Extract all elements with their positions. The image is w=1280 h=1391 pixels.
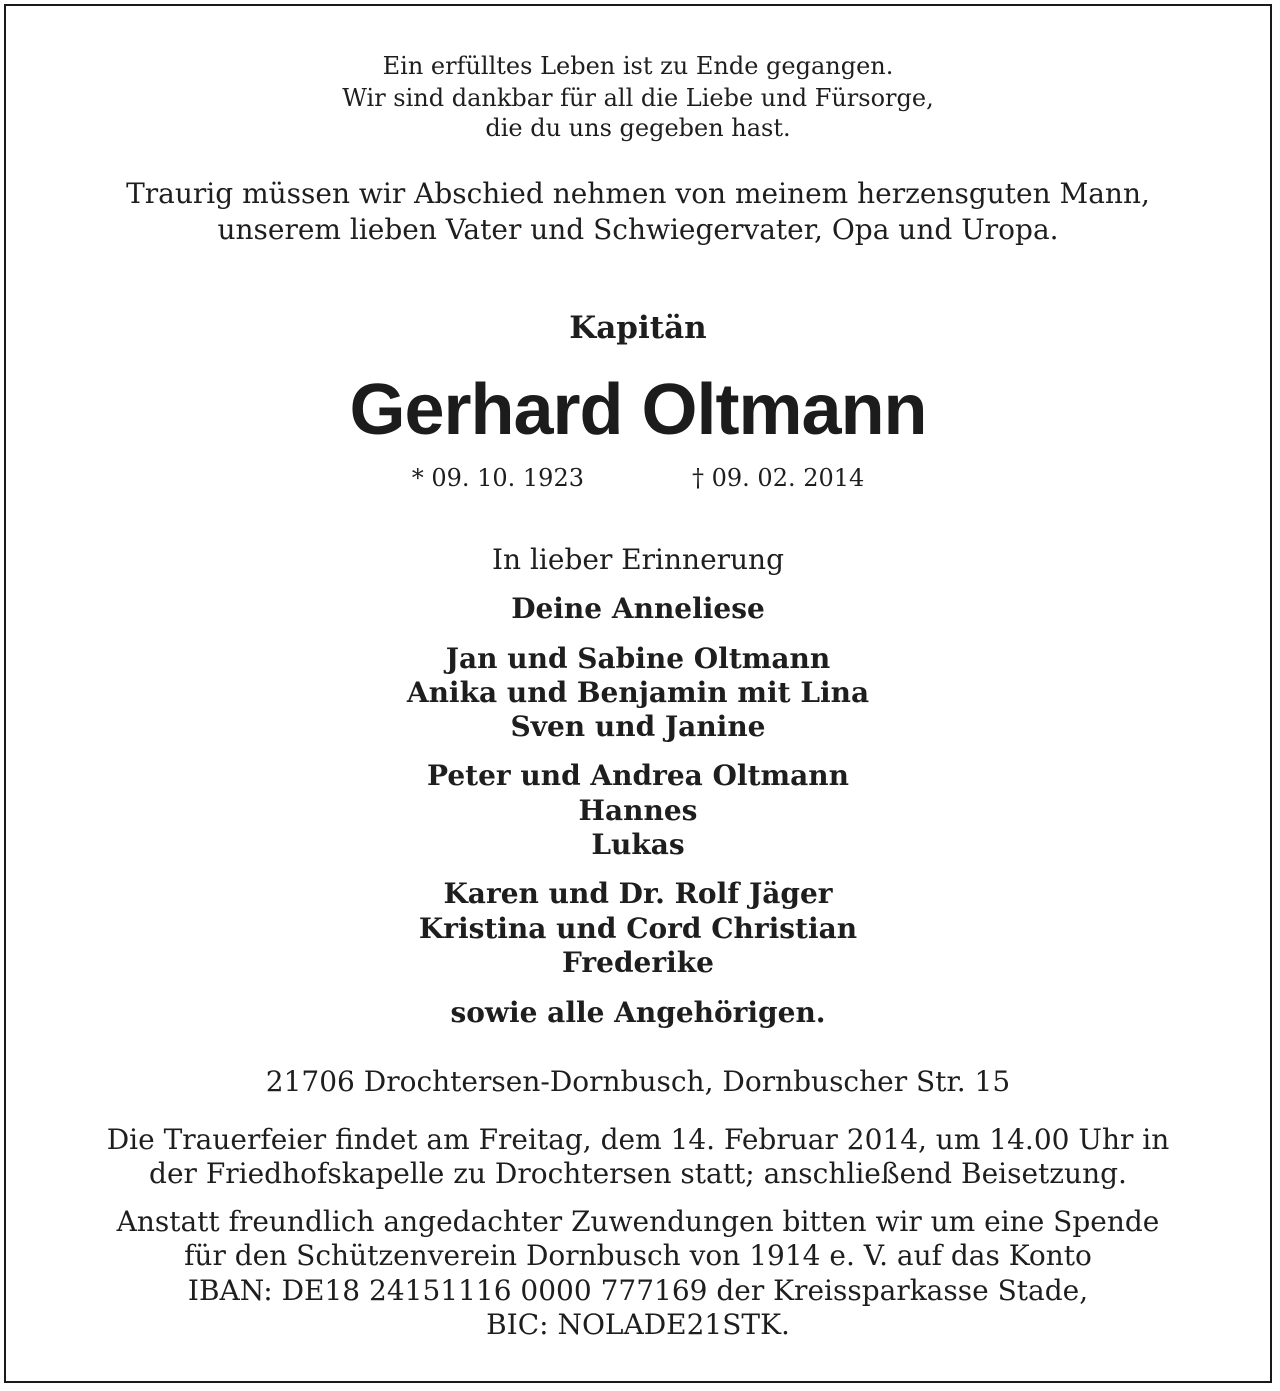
ceremony-line: der Friedhofskapelle zu Drochtersen statt; anschließend Beisetzung. [149,1157,1127,1190]
mourner-line: Karen und Dr. Rolf Jäger [443,877,833,910]
intro-line: Wir sind dankbar für all die Liebe und Fürsorge, [342,84,934,112]
donation-line: BIC: NOLADE21STK. [486,1308,790,1341]
deceased-name: Gerhard Oltmann [349,370,927,450]
mourner-line: Deine Anneliese [511,592,765,625]
mourner-line: Anika und Benjamin mit Lina [406,676,870,709]
mourner-line: sowie alle Angehörigen. [450,996,826,1029]
mourner-line: Hannes [578,794,698,827]
donation-line: für den Schützenverein Dornbusch von 1914 e. V. auf das Konto [184,1239,1092,1272]
donation-line: IBAN: DE18 24151116 0000 777169 der Kreissparkasse Stade, [187,1274,1089,1307]
mourner-line: Peter und Andrea Oltmann [427,759,849,792]
announcement-line: Traurig müssen wir Abschied nehmen von meinem herzensguten Mann, [126,177,1150,210]
intro-line: Ein erfülltes Leben ist zu Ende gegangen. [382,52,894,80]
mourner-line: Kristina und Cord Christian [418,912,858,945]
memory-line: In lieber Erinnerung [491,543,785,576]
mourner-line: Frederike [562,946,714,979]
ceremony-line: Die Trauerfeier findet am Freitag, dem 14. Februar 2014, um 14.00 Uhr in [106,1123,1170,1156]
mourner-line: Sven und Janine [510,710,766,743]
announcement-line: unserem lieben Vater und Schwiegervater, Opa und Uropa. [217,213,1059,246]
intro-line: die du uns gegeben hast. [485,114,791,142]
deceased-title: Kapitän [569,310,707,346]
donation-line: Anstatt freundlich angedachter Zuwendungen bitten wir um eine Spende [116,1205,1160,1238]
address-line: 21706 Drochtersen-Dornbusch, Dornbuscher Str. 15 [265,1065,1011,1098]
obituary-notice [4,4,1272,1383]
death-date: † 09. 02. 2014 [692,464,865,492]
birth-date: * 09. 10. 1923 [411,464,584,492]
mourner-line: Jan und Sabine Oltmann [445,642,831,675]
mourner-line: Lukas [591,828,685,861]
life-dates [6,463,1270,493]
